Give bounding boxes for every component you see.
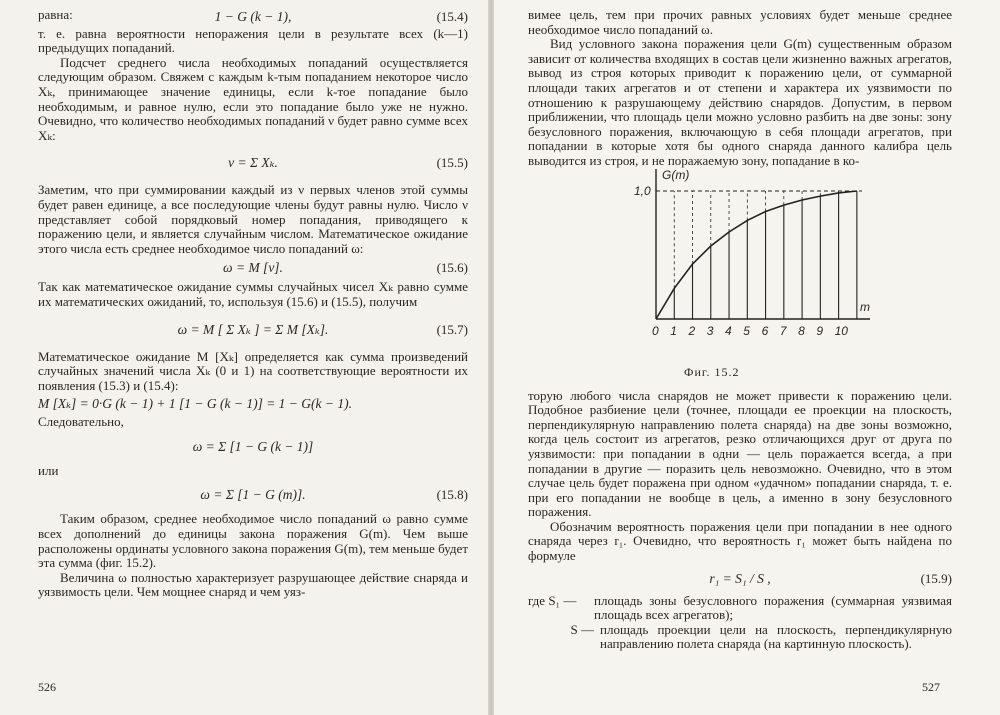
right-page bbox=[494, 0, 1000, 715]
figure-15-2 bbox=[528, 169, 952, 389]
x-tick-label: 10 bbox=[834, 323, 848, 338]
formula-15-6 bbox=[38, 260, 468, 276]
x-tick-label: 7 bbox=[779, 323, 787, 338]
g-m-chart bbox=[624, 169, 884, 359]
formula-expr: ω = M [ν]. bbox=[223, 260, 283, 276]
paragraph: вимее цель, тем при прочих равных условиях будет меньше среднее необходимое число попаданий ω. bbox=[528, 7, 952, 37]
figure-caption: Фиг. 15.2 bbox=[684, 364, 740, 379]
formula-expr: ω = M [ Σ Xₖ ] = Σ M [Xₖ]. bbox=[177, 321, 329, 337]
x-tick-label: 4 bbox=[725, 323, 732, 338]
g-m-curve bbox=[656, 191, 857, 319]
formula-mx bbox=[38, 396, 468, 412]
formula-expr: 1 − G (k − 1), bbox=[214, 8, 292, 24]
x-axis-label: m bbox=[860, 299, 870, 314]
x-tick-label: 3 bbox=[706, 323, 714, 338]
formula-expr: r₁ = S₁ / S , bbox=[709, 570, 771, 586]
x-tick-label: 2 bbox=[688, 323, 696, 338]
formula-15-5 bbox=[38, 143, 468, 183]
definition-term: S — bbox=[570, 621, 594, 637]
formula-15-4 bbox=[38, 9, 468, 25]
paragraph: торую любого числа снарядов не может привести к поражению цели. Подобное разбиение цели (точнее, площади ее проекции на плоскость, перпендикулярную направлению полета снаряда) на две зоны возможно, когда цель состоит из агрегатов, резко отличающихся друг от друга по уязвимости: при попадании в одни — цель поражается всегда, а при попадании в другие — поразить цель невозможно. Очевидно, что в этом случае цель будет поражена при одном «удачном» попадании снаряда, т. е. при его попадании не вообще в цель, а именно в зону безусловного поражения. bbox=[528, 387, 952, 520]
definition-text: площадь проекции цели на плоскость, перпендикулярную направлению полета снаряда (на картинную плоскость). bbox=[600, 621, 952, 652]
x-tick-label: 8 bbox=[798, 323, 805, 338]
paragraph: Математическое ожидание M [Xₖ] определяется как сумма произведений случайных значений числа Xₖ (0 и 1) на соответствующие вероятности их появления (15.3) и (15.4): bbox=[38, 348, 468, 393]
formula-number: (15.9) bbox=[920, 570, 952, 586]
formula-number: (15.5) bbox=[436, 155, 468, 171]
formula-15-8 bbox=[38, 478, 468, 512]
definition-s bbox=[528, 623, 952, 652]
formula-number: (15.8) bbox=[436, 487, 468, 503]
formula-expr: ν = Σ Xₖ. bbox=[228, 155, 278, 171]
paragraph: Вид условного закона поражения цели G(m) существенным образом зависит от количества входящих в состав цели жизненно важных агрегатов, вывод из строя которых приводит к поражению цели, от суммарной площади таких агрегатов и от степени и характера их уязвимости по отношению к разрушающему действию снарядов. Допустим, в первом приближении, что площадь цели можно условно разбить на две зоны: зону безусловного поражения, включающую в себя площади агрегатов, при попадании в которые хотя бы одного снаряда данного калибра цель выводится из строя, и не поражаемую зону, попадание в ко- bbox=[528, 36, 952, 168]
paragraph: Так как математическое ожидание суммы случайных чисел Xₖ равно сумме их математических ожиданий, то, используя (15.6) и (15.5), получим bbox=[38, 279, 468, 309]
paragraph: Обозначим вероятность поражения цели при попадании в нее одного снаряда через r₁. Очевидно, что вероятность r₁ может быть найдена по формуле bbox=[528, 518, 952, 564]
x-tick-label: 5 bbox=[743, 323, 750, 338]
formula-expr: ω = Σ [1 − G (m)]. bbox=[200, 487, 306, 503]
paragraph: т. е. равна вероятности непоражения цели в результате всех (k—1) предыдущих попаданий. bbox=[38, 25, 468, 56]
formula-number: (15.7) bbox=[436, 321, 468, 337]
formula-number: (15.6) bbox=[436, 260, 468, 276]
paragraph: Подсчет среднего числа необходимых попаданий осуществляется следующим образом. Свяжем с каждым k-тым попаданием некоторое число Xₖ, принимающее значение единицы, если k-тое попадание было необходимым, и равное нулю, если это попадание было уже не нужно. Очевидно, что количество необходимых попаданий ν будет равно сумме всех Xₖ: bbox=[38, 54, 468, 143]
y-tick-label: 1,0 bbox=[634, 183, 651, 198]
x-tick-label: 9 bbox=[816, 323, 824, 338]
formula-expr: ω = Σ [1 − G (k − 1)] bbox=[192, 438, 314, 454]
paragraph: Заметим, что при суммировании каждый из ν первых членов этой суммы будет равен единице, а все последующие члены будут равны нулю. Число ν представляет собой порядковый номер попадания, приводящего к поражению цели, и является случайным числом. Математическое ожидание этого числа есть среднее необходимое число попаданий ω: bbox=[38, 182, 468, 256]
text-line: или bbox=[38, 462, 59, 478]
paragraph: Величина ω полностью характеризует разрушающее действие снаряда и уязвимость цели. Чем мощнее снаряд и чем уяз- bbox=[38, 569, 468, 600]
text-line: равна: bbox=[38, 7, 73, 22]
x-tick-label: 6 bbox=[761, 323, 769, 338]
x-tick-label: 1 bbox=[670, 323, 677, 338]
page-number: 527 bbox=[922, 680, 940, 694]
formula-sum bbox=[38, 430, 468, 464]
definition-s1 bbox=[528, 594, 952, 623]
text-line: Следовательно, bbox=[38, 414, 124, 430]
definition-term: где S₁ — bbox=[528, 592, 577, 608]
x-tick-label: 0 bbox=[652, 323, 659, 338]
left-page bbox=[0, 0, 488, 715]
paragraph: Таким образом, среднее необходимое число попаданий ω равно сумме всех дополнений до единицы закона поражения G(m). Чем выше расположены ординаты условного закона поражения G(m), тем меньше будет эта сумма (фиг. 15.2). bbox=[38, 511, 468, 571]
y-axis-label: G(m) bbox=[662, 168, 690, 182]
page-number: 526 bbox=[38, 680, 56, 694]
formula-number: (15.4) bbox=[436, 8, 468, 24]
formula-15-7 bbox=[38, 310, 468, 350]
definition-text: площадь зоны безусловного поражения (суммарная уязвимая площадь всех агрегатов); bbox=[594, 592, 952, 623]
formula-15-9 bbox=[528, 564, 952, 594]
formula-expr: M [Xₖ] = 0·G (k − 1) + 1 [1 − G (k − 1)] = 1 − G(k − 1). bbox=[38, 396, 353, 412]
